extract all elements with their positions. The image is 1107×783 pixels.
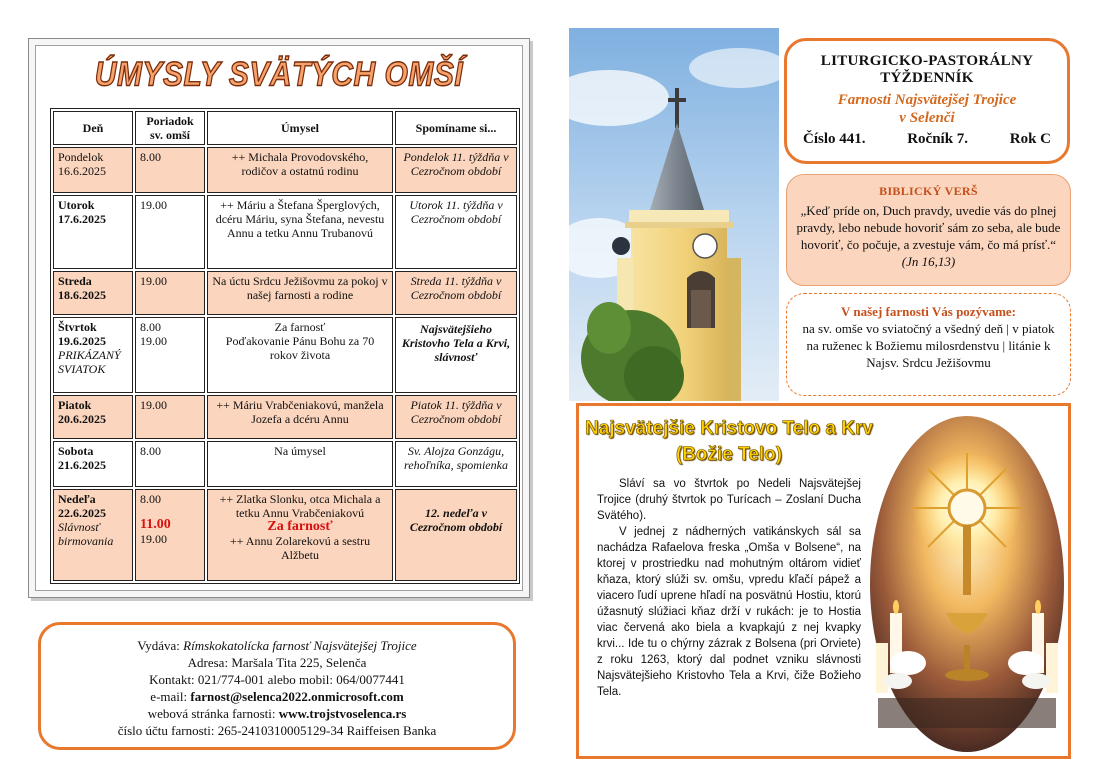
header-memorial: Spomíname si... bbox=[395, 111, 517, 145]
issued-label: Vydáva: bbox=[137, 638, 184, 653]
mass-time: 19.00 bbox=[140, 274, 167, 288]
intention-line: ++ Zlatka Slonku, otca Michala a tetku Annu Vrabčeniakovú bbox=[219, 492, 381, 520]
verse-quote: „Keď príde on, Duch pravdy, uvedie vás do plnej pravdy, lebo nebude hovoriť sám zo seba, ale bude hovoriť, čo počuje, a zvestuje vám, čo má prísť.“ bbox=[796, 203, 1061, 252]
header-day: Deň bbox=[53, 111, 133, 145]
table-row bbox=[53, 271, 517, 315]
mass-time: 8.00 bbox=[140, 320, 161, 334]
eucharist-monstrance-image bbox=[868, 413, 1066, 755]
invitation-text: na sv. omše vo sviatočný a všedný deň | v piatok na ruženec k Božiemu milosrdenstvu | litánie k Najsv. Srdcu Ježišovmu bbox=[802, 321, 1055, 370]
day-date: 20.6.2025 bbox=[58, 412, 106, 426]
intention-cell bbox=[207, 317, 393, 393]
times-cell bbox=[135, 441, 205, 487]
intention-line: ++ Annu Zolarekovú a sestru Alžbetu bbox=[229, 534, 371, 562]
day-cell bbox=[53, 395, 133, 439]
publisher-email-line bbox=[41, 688, 513, 705]
intention-cell: Na úctu Srdcu Ježišovmu za pokoj v našej farnosti a rodine bbox=[207, 271, 393, 315]
day-name: Štvrtok bbox=[58, 320, 97, 334]
times-cell bbox=[135, 317, 205, 393]
times-cell bbox=[135, 271, 205, 315]
day-cell bbox=[53, 271, 133, 315]
mass-time: 19.00 bbox=[140, 334, 167, 348]
table-header-row bbox=[53, 111, 517, 145]
bible-verse-text bbox=[795, 202, 1062, 270]
memorial-cell: Sv. Alojza Gonzágu, rehoľníka, spomienka bbox=[395, 441, 517, 487]
day-name: Streda bbox=[58, 274, 92, 288]
day-date: 19.6.2025 bbox=[58, 334, 106, 348]
day-note: PRIKÁZANÝ SVIATOK bbox=[58, 348, 121, 376]
parish-name-line2: v Selenči bbox=[899, 110, 955, 126]
church-tower-photo bbox=[569, 28, 779, 401]
table-row bbox=[53, 441, 517, 487]
day-name: Sobota bbox=[58, 444, 94, 458]
day-name: Piatok bbox=[58, 398, 92, 412]
table-row bbox=[53, 317, 517, 393]
web-label: webová stránka farnosti: bbox=[147, 706, 279, 721]
mass-time: 19.00 bbox=[140, 398, 167, 412]
table-row bbox=[53, 395, 517, 439]
table-row bbox=[53, 195, 517, 269]
invitation-box bbox=[786, 293, 1071, 396]
intention-line: Poďakovanie Pánu Bohu za 70 rokov života bbox=[225, 334, 375, 362]
day-date: 17.6.2025 bbox=[58, 212, 106, 226]
mass-schedule-title: ÚMYSLY SVÄTÝCH OMŠÍ bbox=[94, 55, 464, 94]
memorial-cell: Utorok 11. týždňa v Cezročnom období bbox=[395, 195, 517, 269]
article-paragraph: Sláví sa vo štvrtok po Nedeli Najsvätejšej Trojice (druhý štvrtok po Turícach – Zoslaní Ducha Svätého). bbox=[597, 478, 861, 522]
mass-schedule-frame bbox=[28, 38, 530, 598]
feast-article-box bbox=[576, 403, 1071, 759]
mass-time: 19.00 bbox=[140, 532, 167, 546]
issue-number: Číslo 441. bbox=[803, 131, 866, 147]
intention-cell: ++ Máriu Vrabčeniakovú, manžela Jozefa a dcéru Annu bbox=[207, 395, 393, 439]
day-cell bbox=[53, 317, 133, 393]
parish-name-line1: Farnosti Najsvätejšej Trojice bbox=[837, 92, 1017, 108]
memorial-cell: Piatok 11. týždňa v Cezročnom období bbox=[395, 395, 517, 439]
mass-schedule-inner bbox=[35, 45, 523, 591]
day-name: Nedeľa bbox=[58, 492, 96, 506]
day-cell bbox=[53, 441, 133, 487]
church-tower-illustration bbox=[569, 28, 779, 401]
header-times: Poriadok sv. omší bbox=[135, 111, 205, 145]
day-cell bbox=[53, 489, 133, 581]
times-cell bbox=[135, 195, 205, 269]
issue-meta bbox=[787, 127, 1067, 148]
newsletter-title-line1: LITURGICKO-PASTORÁLNY bbox=[820, 53, 1034, 69]
bible-verse-heading: BIBLICKÝ VERŠ bbox=[879, 184, 978, 198]
mass-time: 8.00 bbox=[140, 444, 161, 458]
bible-verse-box bbox=[786, 174, 1071, 286]
article-paragraph: V jednej z nádherných vatikánskych sál sa nachádza Rafaelova freska „Omša v Bolsene“, na ktorej v prostriedku nad mohutným oltárom vidieť kňaza, ktorý slúži sv. omšu, vpredu kľačí pápež a viacero ľudí uprene hľadí na posvätnú Hostiu, ktorú úžasnutý slúžiaci kňaz drží v rukách: je to Hostia viac červená ako biela a kvapkajú z nej kvapky krvi... Ide tu o chýrny zázrak z Bolsena (pri Orviete) z roku 1263, ktorý dal podnet vzniku slávnosti Najsvätejšieho Kristovho Tela a Krvi, čiže Božieho Tela. bbox=[597, 526, 861, 698]
table-row bbox=[53, 147, 517, 193]
day-date: 22.6.2025 bbox=[58, 506, 106, 520]
times-cell bbox=[135, 489, 205, 581]
table-row bbox=[53, 489, 517, 581]
times-cell bbox=[135, 395, 205, 439]
day-cell bbox=[53, 147, 133, 193]
issued-by: Rímskokatolícka farnosť Najsvätejšej Trojice bbox=[183, 638, 417, 653]
times-cell bbox=[135, 147, 205, 193]
memorial-cell: Pondelok 11. týždňa v Cezročnom období bbox=[395, 147, 517, 193]
volume-number: Ročník 7. bbox=[907, 131, 969, 147]
newsletter-header-box bbox=[784, 38, 1070, 164]
day-name: Utorok bbox=[58, 198, 95, 212]
day-date: 18.6.2025 bbox=[58, 288, 106, 302]
intention-line: Za farnosť bbox=[274, 320, 326, 334]
web-link[interactable]: www.trojstvoselenca.rs bbox=[278, 706, 407, 721]
publisher-issued bbox=[41, 637, 513, 654]
article-title-line2: (Božie Telo) bbox=[675, 444, 783, 465]
publisher-contact: Kontakt: 021/774-001 alebo mobil: 064/0077441 bbox=[149, 672, 405, 687]
invitation-heading: V našej farnosti Vás pozývame: bbox=[840, 304, 1016, 319]
verse-reference: (Jn 16,13) bbox=[901, 254, 956, 269]
publisher-web-line bbox=[41, 705, 513, 722]
day-name: Pondelok bbox=[58, 150, 104, 164]
day-note: Slávnosť birmovania bbox=[58, 520, 114, 548]
mass-time: 8.00 bbox=[140, 150, 161, 164]
day-date: 21.6.2025 bbox=[58, 458, 106, 472]
day-date: 16.6.2025 bbox=[58, 164, 106, 178]
email-link[interactable]: farnost@selenca2022.onmicrosoft.com bbox=[190, 689, 404, 704]
article-title bbox=[579, 416, 879, 468]
memorial-cell: Najsvätejšieho Kristovho Tela a Krvi, slávnosť bbox=[395, 317, 517, 393]
intention-cell: Na úmysel bbox=[207, 441, 393, 487]
mass-schedule-table bbox=[50, 108, 520, 584]
memorial-cell: 12. nedeľa v Cezročnom období bbox=[395, 489, 517, 581]
article-body bbox=[597, 476, 861, 700]
article-title-line1: Najsvätejšie Kristovo Telo a Krv bbox=[585, 418, 873, 439]
intention-cell: ++ Máriu a Štefana Šperglových, dcéru Máriu, syna Štefana, nevestu Annu a tetku Annu Trubanovú bbox=[207, 195, 393, 269]
mass-time: 19.00 bbox=[140, 198, 167, 212]
memorial-cell: Streda 11. týždňa v Cezročnom období bbox=[395, 271, 517, 315]
liturgical-year: Rok C bbox=[1009, 131, 1051, 147]
mass-time-highlight: 11.00 bbox=[140, 517, 171, 532]
mass-time: 8.00 bbox=[140, 492, 161, 506]
email-label: e-mail: bbox=[150, 689, 191, 704]
intention-cell: ++ Michala Provodovského, rodičov a ostatnú rodinu bbox=[207, 147, 393, 193]
intention-cell bbox=[207, 489, 393, 581]
publisher-account: číslo účtu farnosti: 265-2410310005129-34 Raiffeisen Banka bbox=[117, 723, 437, 738]
publisher-address: Adresa: Maršala Tita 225, Selenča bbox=[187, 655, 367, 670]
header-intention: Úmysel bbox=[207, 111, 393, 145]
intention-line-highlight: Za farnosť bbox=[267, 519, 333, 534]
publisher-box bbox=[38, 622, 516, 750]
day-cell bbox=[53, 195, 133, 269]
newsletter-title-line2: TÝŽDENNÍK bbox=[880, 70, 974, 86]
